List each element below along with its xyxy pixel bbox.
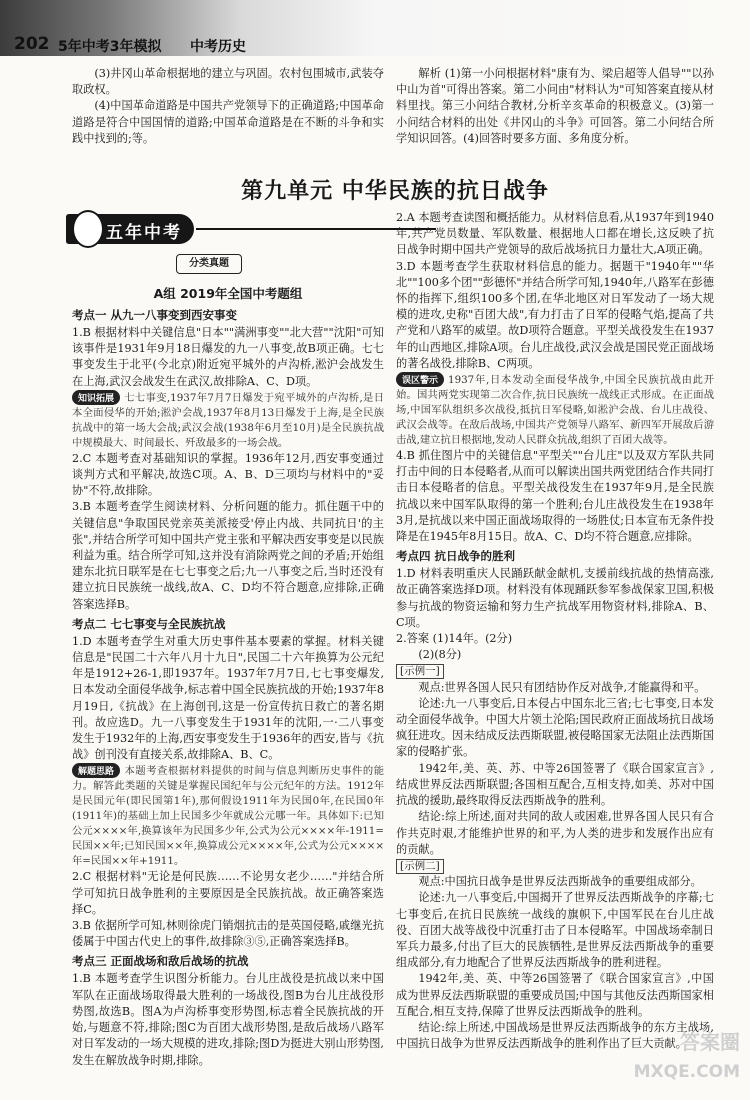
unit-title: 第九单元 中华民族的抗日战争 <box>241 179 549 204</box>
answer-paragraph: 1.B 本题考查学生识图分析能力。台儿庄战役是抗战以来中国军队在正面战场取得最大胜利的一场战役,图B为台儿庄战役形势图,故选B。图A为卢沟桥事变形势图,标志着全民族抗战的开始,与题意不符,排除;图C为百团大战形势图,是敌后战场八路军对日军发动的一场大规模的进攻,排除;图D为挺进大别山形势图,发生在解放战争时期,排除。 <box>72 972 384 1067</box>
answer-paragraph: 结论:综上所述,中国战场是世界反法西斯战争的东方主战场,中国抗日战争为世界反法西斯战争的胜利作出了巨大贡献。 <box>396 1020 714 1051</box>
answer-paragraph: 2.C 根据材料"无论是何民族……不论男女老少……"并结合所学可知抗日战争胜利的主要原因是全民族抗战。故正确答案选择C。 <box>72 870 384 916</box>
page-number: 202 <box>14 34 50 54</box>
answer-paragraph: 1942年,美、英、中等26国签署了《联合国家宣言》,中国成为世界反法西斯联盟的重要成员国;中国与其他反法西斯国家相互配合,相互支持,保障了世界反法西斯战争的胜利。 <box>396 972 714 1018</box>
answer-paragraph: 观点:中国抗日战争是世界反法西斯战争的重要组成部分。 <box>418 875 702 889</box>
topic-heading: 考点三 正面战场和敌后战场的抗战 <box>72 954 249 969</box>
watermark-line2: MXQE.COM <box>633 1062 740 1082</box>
note-text: 1937年,日本发动全面侵华战争,中国全民族抗战由此开始。国共两党实现第二次合作,抗日民族统一战线正式形成。在正面战场,中国军队组织多次战役,抵抗日军侵略,如淞沪会战、台儿庄战役、武汉会战等。在敌后战场,中国共产党领导八路军、新四军开展敌后游击战,建立抗日根据地,发动人民群众抗战,组织了百团大战等。 <box>396 374 714 447</box>
answer-paragraph: 1942年,美、英、苏、中等26国签署了《联合国家宣言》,结成世界反法西斯联盟;各国相互配合,互相支持,如美、苏对中国抗战的援助,最终取得反法西斯战争的胜利。 <box>396 761 714 808</box>
note-label: 误区警示 <box>396 372 444 387</box>
example-label <box>396 663 714 679</box>
topic-heading: 考点一 从九一八事变到西安事变 <box>72 308 238 322</box>
answer-paragraph: 2.答案 (1)14年。(2分) <box>396 632 513 646</box>
note-box <box>72 390 384 451</box>
top-left-answer <box>72 66 384 147</box>
note-label: 知识拓展 <box>72 390 120 405</box>
subject-label: 中考历史 <box>190 39 246 55</box>
section-banner <box>66 210 386 248</box>
left-column <box>72 304 384 1069</box>
paragraph: (3)井冈山革命根据地的建立与巩固。农村包围城市,武装夺取政权。 <box>72 67 384 97</box>
watermark-logo <box>590 1026 740 1090</box>
page-header <box>0 0 750 58</box>
answer-paragraph: (2)(8分) <box>418 648 462 662</box>
answer-paragraph: 4.B 抓住图片中的关键信息"平型关""台儿庄"以及双方军队共同打击中间的日本侵略者,从而可以解读出国共两党团结合作共同打击日本侵略者的信息。平型关战役发生在1937年9月,是全民族抗战以来中国军队取得的第一个胜利;台儿庄战役发生在1938年3月,是抗战以来中国正面战场取得的一场胜仗;日本宣布无条件投降是在1945年8月15日。故A、C、D均不符合题意,应排除。 <box>396 449 714 544</box>
paragraph: (4)中国革命道路是中国共产党领导下的正确道路;中国革命道路是符合中国国情的道路;中国革命道路是在不断的斗争和实践中找到的;等。 <box>72 99 384 145</box>
answer-paragraph: 1.D 材料表明重庆人民踊跃献金献机,支援前线抗战的热情高涨,故正确答案选择D项。材料没有体现踊跃参军参战保家卫国,积极参与抗战的物资运输和努力生产抗战军用物资材料,排除A、B、C项。 <box>396 567 714 629</box>
example-label <box>396 858 714 874</box>
example-tag: [示例一] <box>396 664 444 679</box>
answer-paragraph: 3.D 本题考查学生获取材料信息的能力。据题干"1940年""华北""100多个团""彭德怀"并结合所学可知,1940年,八路军在彭德怀的指挥下,组织100多个团,在华北地区对日军发动了一场大规模的进攻,史称"百团大战",有力打击了日军的侵略气焰,提高了共产党和八路军的威望。故D项符合题意。平型关战役发生在1937年的山西地区,排除A项。台儿庄战役,武汉会战是国民党正面战场的著名战役,排除B、C两项。 <box>396 259 714 370</box>
answer-paragraph: 1.D 本题考查学生对重大历史事件基本要素的掌握。材料关键信息是"民国二十六年八月十九日",民国二十六年换算为公元纪年是1912+26-1,即1937年。1937年7月7日,七七事变爆发,日本发动全面侵华战争,标志着中国全民族抗战的开始;1937年8月19日,《抗战》在上海创刊,这是一份宣传抗日救亡的著名期刊。故应选D。九一八事变发生于1931年的沈阳,一·二八事变发生于1932年的上海,西安事变发生于1936年的西安,皆与《抗战》创刊没有直接关系,故排除A、B、C。 <box>72 634 384 762</box>
answer-paragraph: 结论:综上所述,面对共同的敌人或困难,世界各国人民只有合作共克时艰,才能维护世界的和平,为人类的进步和发展作出应有的贡献。 <box>396 810 714 856</box>
answer-paragraph: 1.B 根据材料中关键信息"日本""满洲事变""北大营""沈阳"可知该事件是1931年9月18日爆发的九一八事变,故B项正确。七七事变发生于北平(今北京)附近宛平城外的卢沟桥,淞沪会战发生在上海,武汉会战发生在武汉,故排除A、C、D项。 <box>72 326 384 388</box>
answer-paragraph: 3.B 本题考查学生阅读材料、分析问题的能力。抓住题干中的关键信息"争取国民党亲英美派接受'停止内战、共同抗日'的主张",并结合所学可知中国共产党主张和平解决西安事变是以民族利益为重。结合所学可知,这并没有消除两党之间的矛盾;开始组建东北抗日联军是在七七事变之后;九一八事变之后,当时还没有建立抗日民族统一战线,故A、C、D均不符合题意,应排除,正确答案选择B。 <box>72 500 384 611</box>
mascot-icon <box>72 210 104 248</box>
group-heading: A组 2019年全国中考题组 <box>153 286 303 301</box>
category-tag: 分类真题 <box>176 254 242 274</box>
top-right-analysis <box>396 66 714 147</box>
paragraph: 解析 (1)第一小问根据材料"康有为、梁启超等人倡导""以孙中山为首"可得出答案。第二小问由"材料认为"可知答案直接从材料里找。第三小问结合教材,分析辛亥革命的积极意义。(3)第一小问结合材料的出处《井冈山的斗争》可回答。第二小问结合所学知识回答。(4)回答时要多方面、多角度分析。 <box>396 67 714 145</box>
note-text: 七七事变,1937年7月7日爆发于宛平城外的卢沟桥,是日本全面侵华的开始;淞沪会战,1937年8月13日爆发于上海,是全民族抗战中的第一场大会战;武汉会战(1938年6月至10月)是全民族抗战中规模最大、时间最长、歼敌最多的一场会战。 <box>72 391 384 449</box>
note-text: 本题考查根据材料提供的时间与信息判断历史事件的能力。解答此类题的关键是掌握民国纪年与公元纪年的方法。1912年是民国元年(即民国第1年),那何假设1911年为民国0年,在民国0年(1911年)的基础上加上民国多少年就成公元哪一年。具体如下:已知公元××××年,换算该年为民国多少年,公式为公元××××年-1911=民国××年;已知民国××年,换算成公元××××年,公式为公元××××年=民国××年+1911。 <box>72 765 384 868</box>
note-box <box>72 763 384 869</box>
banner-label: 五年中考 <box>106 223 182 243</box>
answer-paragraph: 3.B 依据所学可知,林则徐虎门销烟抗击的是英国侵略,戚继光抗倭属于中国古代史上的事件,故排除③⑤,正确答案选择B。 <box>72 919 384 949</box>
note-label: 解题思路 <box>72 763 120 778</box>
book-title: 5年中考3年模拟 <box>58 39 162 55</box>
answer-paragraph: 2.C 本题考查对基础知识的掌握。1936年12月,西安事变通过谈判方式和平解决,故选C项。A、B、D三项均与材料中的"妥协"不符,故排除。 <box>72 451 384 498</box>
answer-paragraph: 论述:九一八事变后,日本侵占中国东北三省;七七事变,日本发动全面侵华战争。中国大片领土沦陷;国民政府正面战场抗日战场疯狂进攻。因未结成反法西斯联盟,被侵略国家无法阻止法西斯国家的侵略扩张。 <box>396 696 714 759</box>
watermark-line1: 答案圈 <box>680 1030 740 1054</box>
answer-paragraph: 2.A 本题考查读图和概括能力。从材料信息看,从1937年到1940年,共产党员数量、军队数量、根据地人口都在增长,这反映了抗日战争时期中国共产党领导的敌后战场抗日力量壮大,A项正确。 <box>396 211 714 257</box>
note-box <box>396 372 714 448</box>
topic-heading: 考点四 抗日战争的胜利 <box>396 549 516 564</box>
answer-paragraph: 观点:世界各国人民只有团结协作反对战争,才能赢得和平。 <box>418 680 706 694</box>
right-column <box>396 210 714 1052</box>
example-tag: [示例二] <box>396 859 444 874</box>
answer-paragraph: 论述:九一八事变后,中国揭开了世界反法西斯战争的序幕;七七事变后,在抗日民族统一战线的旗帜下,中国军民在台儿庄战役、百团大战等战役中沉重打击了日本侵略军。中国战场牵制日军兵力最多,付出了巨大的民族牺牲,是世界反法西斯战争的重要组成部分,有力地配合了世界反法西斯战争的胜利进程。 <box>396 891 714 970</box>
topic-heading: 考点二 七七事变与全民族抗战 <box>72 616 226 631</box>
